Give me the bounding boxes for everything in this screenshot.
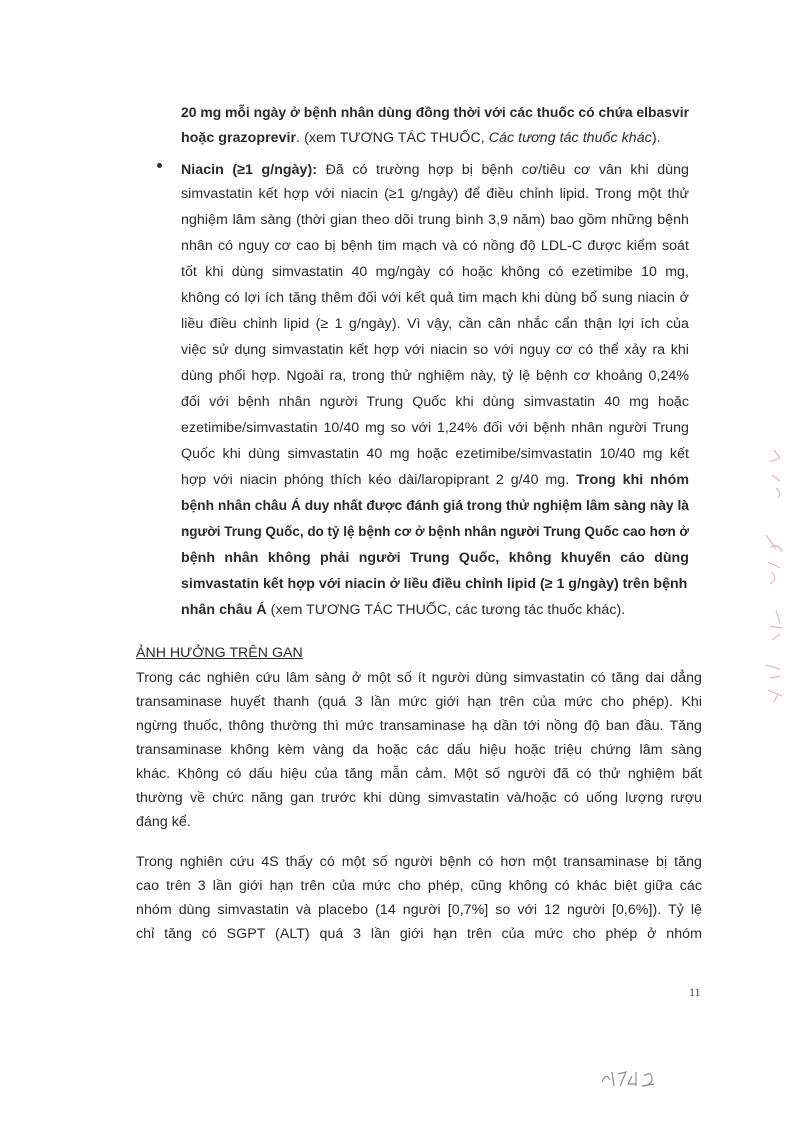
text-run: việc sử dụng simvastatin kết hợp với niacin so với nguy cơ có thể xảy ra khi	[181, 342, 689, 358]
text-line	[136, 852, 702, 872]
text-run: Quốc khi dùng simvastatin 40 mg hoặc ezetimibe/simvastatin 10/40 mg kết	[181, 446, 689, 462]
text-run: liều điều chỉnh lipid (≥ 1 g/ngày). Vì vậy, cần cân nhắc cẩn thận lợi ích của	[181, 316, 689, 332]
text-line	[181, 103, 689, 123]
text-run: transaminase không kèm vàng da hoặc các dấu hiệu hoặc triệu chứng lâm sàng	[136, 742, 702, 758]
text-line	[181, 548, 689, 568]
text-line	[181, 392, 689, 412]
text-line	[136, 788, 702, 808]
text-run: khác. Không có dấu hiệu của tăng mẫn cảm. Một số người đã có thử nghiệm bất	[136, 766, 702, 782]
text-run: ezetimibe/simvastatin 10/40 mg so với 1,24% đối với bệnh nhân người Trung	[181, 420, 689, 436]
text-run: hợp với niacin phóng thích kéo dài/laropiprant 2 g/40 mg.	[181, 472, 577, 488]
text-run: 20 mg mỗi ngày ở bệnh nhân dùng đồng thời với các thuốc có chứa elbasvir	[181, 105, 689, 121]
text-line	[181, 128, 661, 148]
text-run: Các tương tác thuốc khác	[488, 130, 652, 146]
text-run: simvastatin kết hợp với niacin ở liều điều chỉnh lipid (≥ 1 g/ngày) trên bệnh	[181, 576, 688, 592]
text-line	[181, 340, 689, 360]
text-line	[136, 668, 702, 688]
text-line	[181, 314, 689, 334]
section-heading: ẢNH HƯỞNG TRÊN GAN	[136, 645, 303, 661]
text-run: (xem TƯƠNG TÁC THUỐC, các tương tác thuốc khác).	[266, 602, 626, 618]
text-run: bệnh nhân châu Á duy nhất được đánh giá trong thử nghiệm lâm sàng này là	[181, 498, 689, 514]
bullet-marker	[157, 163, 162, 168]
text-run: ngừng thuốc, thông thường thì mức transaminase hạ dần tới nồng độ ban đầu. Tăng	[136, 718, 702, 734]
margin-stamp-icon	[752, 440, 796, 710]
text-line	[136, 900, 702, 920]
text-line	[136, 764, 702, 784]
text-run: nhân có nguy cơ cao bị bệnh tim mạch và có nồng độ LDL-C được kiểm soát	[181, 238, 689, 254]
text-run: chỉ tăng có SGPT (ALT) quá 3 lần giới hạn trên của mức cho phép ở nhóm	[136, 926, 702, 942]
page-number: 11	[689, 985, 701, 999]
text-run: nhân châu Á	[181, 602, 267, 618]
text-line	[136, 812, 191, 832]
text-line	[181, 522, 689, 542]
text-run: ).	[651, 130, 661, 146]
text-run: nhóm dùng simvastatin và placebo (14 người [0,7%] so với 12 người [0,6%]). Tỷ lệ	[136, 902, 702, 918]
text-line	[136, 740, 702, 760]
text-line	[181, 600, 625, 620]
text-line	[136, 692, 702, 712]
text-line	[181, 210, 689, 230]
text-run: transaminase huyết thanh (quá 3 lần mức giới hạn trên của mức cho phép). Khi	[136, 694, 702, 710]
text-run: hoặc grazoprevir	[181, 130, 297, 146]
text-run: thường về chức năng gan trước khi dùng simvastatin và/hoặc có uống lượng rượu	[136, 790, 702, 806]
text-run: cao trên 3 lần giới hạn trên của mức cho phép, cũng không có khác biệt giữa các	[136, 878, 702, 894]
text-run: Trong các nghiên cứu lâm sàng ở một số ít người dùng simvastatin có tăng dai dẳng	[136, 670, 702, 686]
text-run: nghiệm lâm sàng (thời gian theo dõi trung bình 3,9 năm) bao gồm những bệnh	[181, 212, 689, 228]
text-line	[181, 574, 687, 594]
text-run: bệnh nhân không phải người Trung Quốc, không khuyến cáo dùng	[181, 550, 689, 566]
text-line	[181, 470, 689, 490]
text-line	[181, 418, 689, 438]
text-run: simvastatin kết hợp với niacin (≥1 g/ngày) để điều chỉnh lipid. Trong một thử	[181, 186, 689, 202]
text-run: tốt khi dùng simvastatin 40 mg/ngày có hoặc không có ezetimibe 10 mg,	[181, 264, 689, 280]
text-line	[181, 444, 689, 464]
text-run: . (xem TƯƠNG TÁC THUỐC,	[296, 130, 489, 146]
text-run: đối với bệnh nhân người Trung Quốc khi dùng simvastatin 40 mg hoặc	[181, 394, 689, 410]
text-line	[181, 236, 689, 256]
text-line	[136, 924, 702, 944]
text-line	[181, 366, 689, 386]
text-run: Niacin (≥1 g/ngày):	[181, 162, 318, 178]
text-run: dùng phối hợp. Ngoài ra, trong thử nghiệm này, tỷ lệ bệnh cơ khoảng 0,24%	[181, 368, 689, 384]
text-run: Trong nghiên cứu 4S thấy có một số người bệnh có hơn một transaminase bị tăng	[136, 854, 702, 870]
text-run: Trong khi nhóm	[576, 472, 689, 488]
text-run: người Trung Quốc, do tỷ lệ bệnh cơ ở bệnh nhân người Trung Quốc cao hơn ở	[181, 524, 689, 540]
text-line	[181, 496, 689, 516]
text-line	[136, 716, 702, 736]
text-line	[136, 876, 702, 896]
text-run: không có lợi ích tăng thêm đối với kết quả tim mạch khi dùng bổ sung niacin ở	[181, 290, 689, 306]
handwritten-note-icon	[598, 1062, 676, 1092]
text-line	[181, 160, 689, 180]
text-line	[181, 184, 689, 204]
text-run: Đã có trường hợp bị bệnh cơ/tiêu cơ vân khi dùng	[317, 162, 689, 178]
text-run: đáng kể.	[136, 814, 191, 830]
text-line	[181, 262, 689, 282]
text-line	[181, 288, 689, 308]
